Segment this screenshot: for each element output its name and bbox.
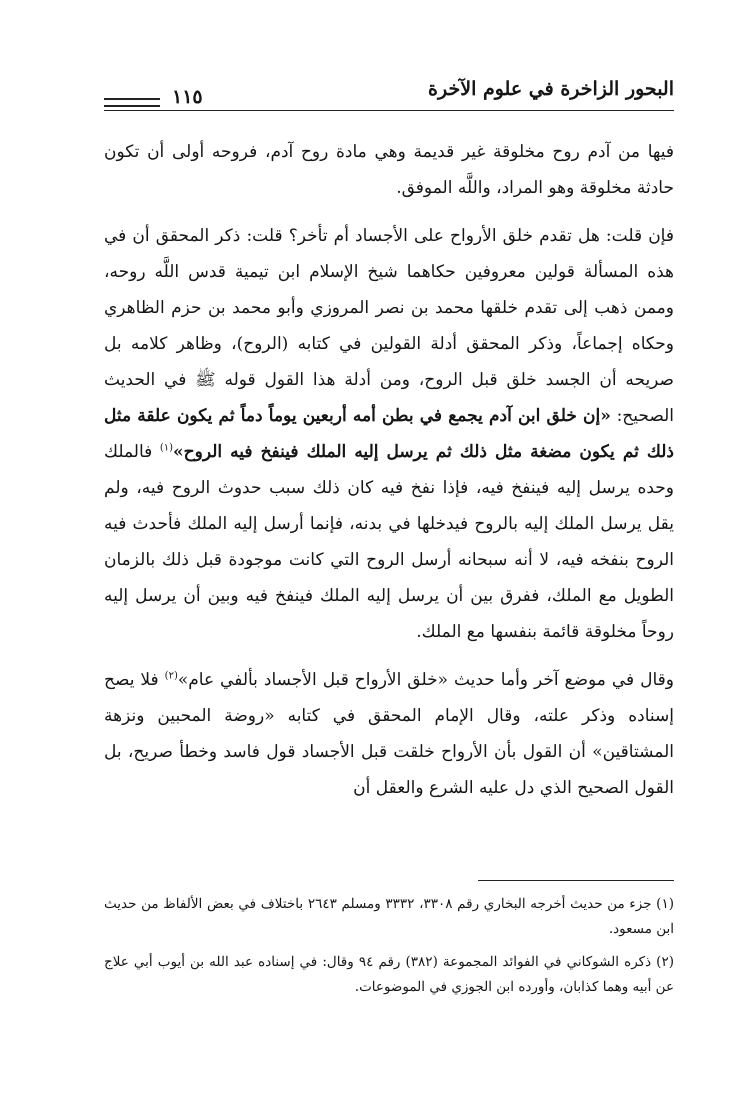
header-rule [104, 110, 674, 111]
main-text [104, 134, 674, 806]
paragraph-3-text-a: وقال في موضع آخر وأما حديث «خلق الأرواح قبل الأجساد بألفي عام» [177, 670, 674, 690]
page-number: ١١٥ [164, 86, 211, 108]
paragraph-1-text: فيها من آدم روح مخلوقة غير قديمة وهي مادة روح آدم، فروحه أولى أن تكون حادثة مخلوقة وهو المراد، واللَّه الموفق. [104, 142, 674, 198]
footnote-2: (٢) ذكره الشوكاني في الفوائد المجموعة (٣٨٢) رقم ٩٤ وقال: في إسناده عبد الله بن أيوب أبي علاج عن أبيه وهما كذابان، وأورده ابن الجوزي في الموضوعات. [104, 954, 674, 995]
paragraph-2-text-a: فإن قلت: هل تقدم خلق الأرواح على الأجساد أم تأخر؟ قلت: ذكر المحقق أن في هذه المسألة قولين معروفين حكاهما شيخ الإسلام ابن تيمية قدس اللَّه روحه، وممن ذهب إلى تقدم خلقها محمد بن نصر المروزي وأبو محمد بن حزم الظاهري وحكاه إجماعاً، وذكر المحقق أدلة القولين في كتابه (الروح)، وظاهر كلامه بل صريحه أن الجسد خلق قبل الروح، ومن أدلة هذا القول قوله ﷺ في الحديث الصحيح: [104, 226, 675, 426]
paragraph-2-text-b: فالملك وحده يرسل إليه فينفخ فيه، فإذا نفخ فيه كان ذلك سبب حدوث الروح فيه، ولم يقل يرسل الملك إليه بالروح فيدخلها في بدنه، فإنما أرسل إليه الملك فأحدث فيه الروح بنفخه فيه، لا أنه سبحانه أرسل الروح التي كانت موجودة قبل ذلك بالزمان الطويل مع الملك، ففرق بين أن يرسل إليه الملك فينفخ فيه وبين أن يرسل إليه روحاً مخلوقة قائمة بنفسها مع الملك. [104, 442, 674, 642]
footnote-1: (١) جزء من حديث أخرجه البخاري رقم ٣٣٠٨، ٣٣٣٢ ومسلم ٢٦٤٣ باختلاف في بعض الألفاظ من حديث ابن مسعود. [104, 896, 674, 937]
footnote-ref-1[interactable]: (١) [159, 442, 174, 454]
paragraph-3 [104, 662, 674, 806]
hadith-quote: «إن خلق ابن آدم يجمع في بطن أمه أربعين يوماً دماً ثم يكون علقة مثل ذلك ثم يكون مضغة مثل ذلك ثم يرسل إليه الملك فينفخ فيه الروح» [104, 406, 674, 462]
footnote-ref-2[interactable]: (٢) [164, 670, 178, 682]
footnote-separator [478, 880, 674, 881]
header-double-rule [104, 98, 160, 107]
paragraph-3-text-b: فلا يصح إسناده وذكر علته، وقال الإمام المحقق في كتابه «روضة المحبين ونزهة المشتاقين» أن القول بأن الأرواح خلقت قبل الأجساد قول فاسد وخطأ صريح، بل القول الصحيح الذي دل عليه الشرع والعقل أن [104, 670, 674, 798]
running-header [104, 74, 674, 118]
book-title: البحور الزاخرة في علوم الآخرة [428, 78, 674, 100]
footnotes [104, 892, 674, 1000]
paragraph-1 [104, 134, 674, 206]
paragraph-2 [104, 218, 674, 650]
